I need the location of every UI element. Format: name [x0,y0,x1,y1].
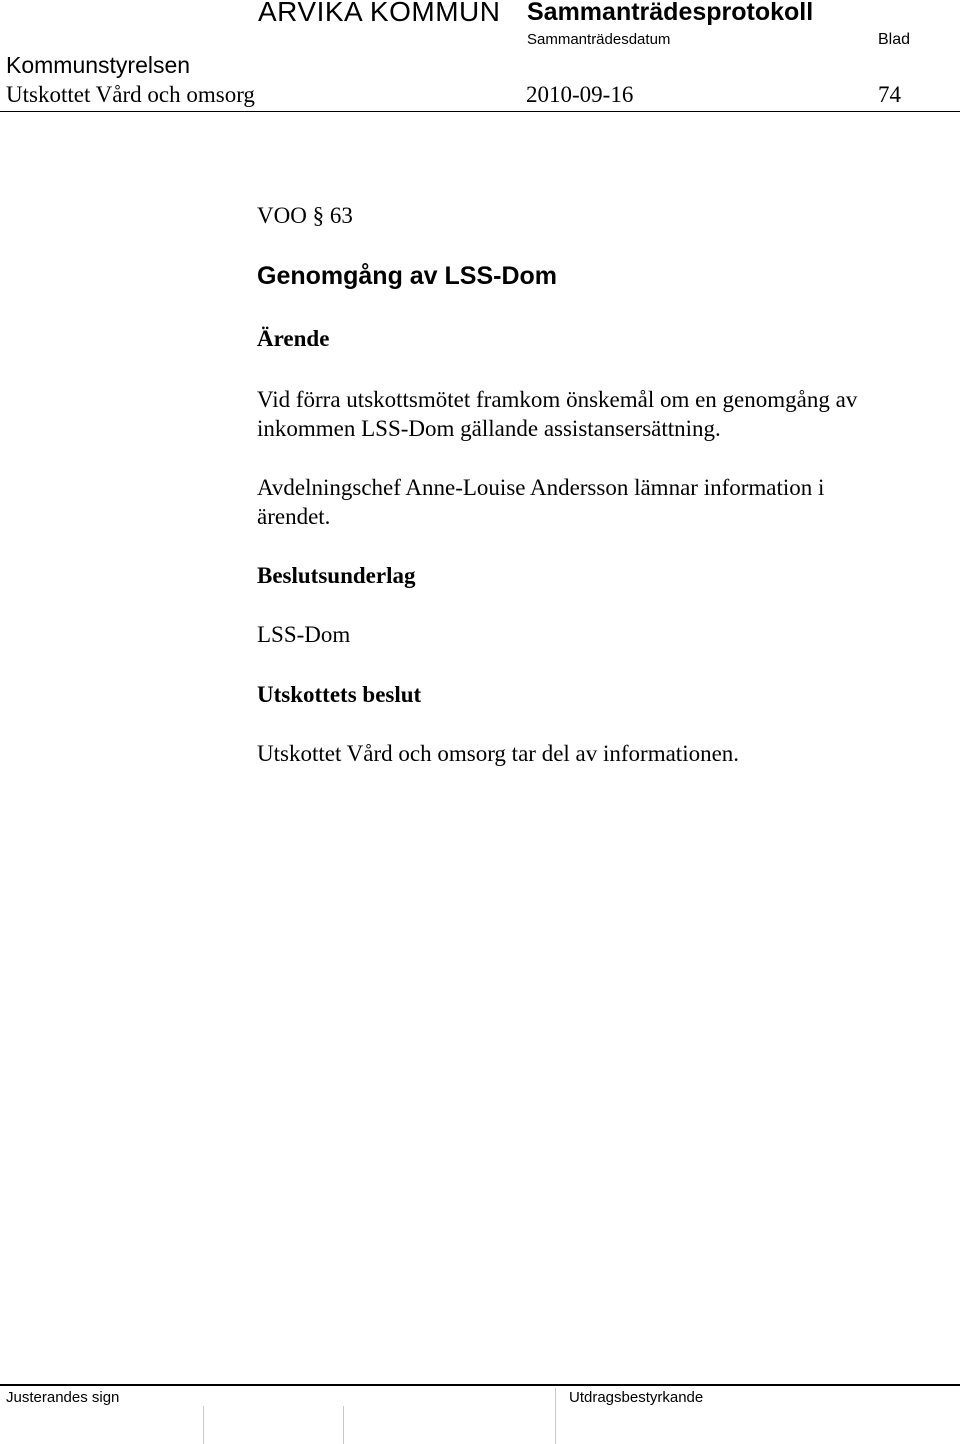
beslut-heading: Utskottets beslut [257,682,422,707]
body-name: Kommunstyrelsen [6,52,191,78]
date-label: Sammanträdesdatum [527,31,671,48]
header-divider [0,111,960,112]
underlag-heading: Beslutsunderlag [257,563,416,588]
page-label: Blad [878,31,911,48]
sign-label: Justerandes sign [6,1389,120,1406]
committee-name: Utskottet Vård och omsorg [6,82,255,107]
page-number: 74 [878,82,901,107]
signature-box-divider [203,1406,204,1444]
underlag-text: LSS-Dom [257,622,351,647]
signature-box-divider [343,1406,344,1444]
section-title: Genomgång av LSS-Dom [257,262,558,290]
info-text-line-2: ärendet. [257,504,331,529]
paragraph-reference: VOO § 63 [257,203,353,228]
arende-text-line-1: Vid förra utskottsmötet framkom önskemål om en genomgång av [257,387,858,412]
meeting-date: 2010-09-16 [526,82,634,107]
arende-text-line-2: inkommen LSS-Dom gällande assistansersättning. [257,416,721,441]
document-type: Sammanträdesprotokoll [527,0,814,26]
footer-divider [0,1384,960,1386]
certification-label: Utdragsbestyrkande [569,1389,704,1406]
beslut-text: Utskottet Vård och omsorg tar del av informationen. [257,741,740,766]
arende-heading: Ärende [257,326,330,351]
info-text-line-1: Avdelningschef Anne-Louise Andersson lämnar information i [257,475,825,500]
signature-box-divider [555,1388,556,1444]
municipality-name: ARVIKA KOMMUN [258,0,501,27]
